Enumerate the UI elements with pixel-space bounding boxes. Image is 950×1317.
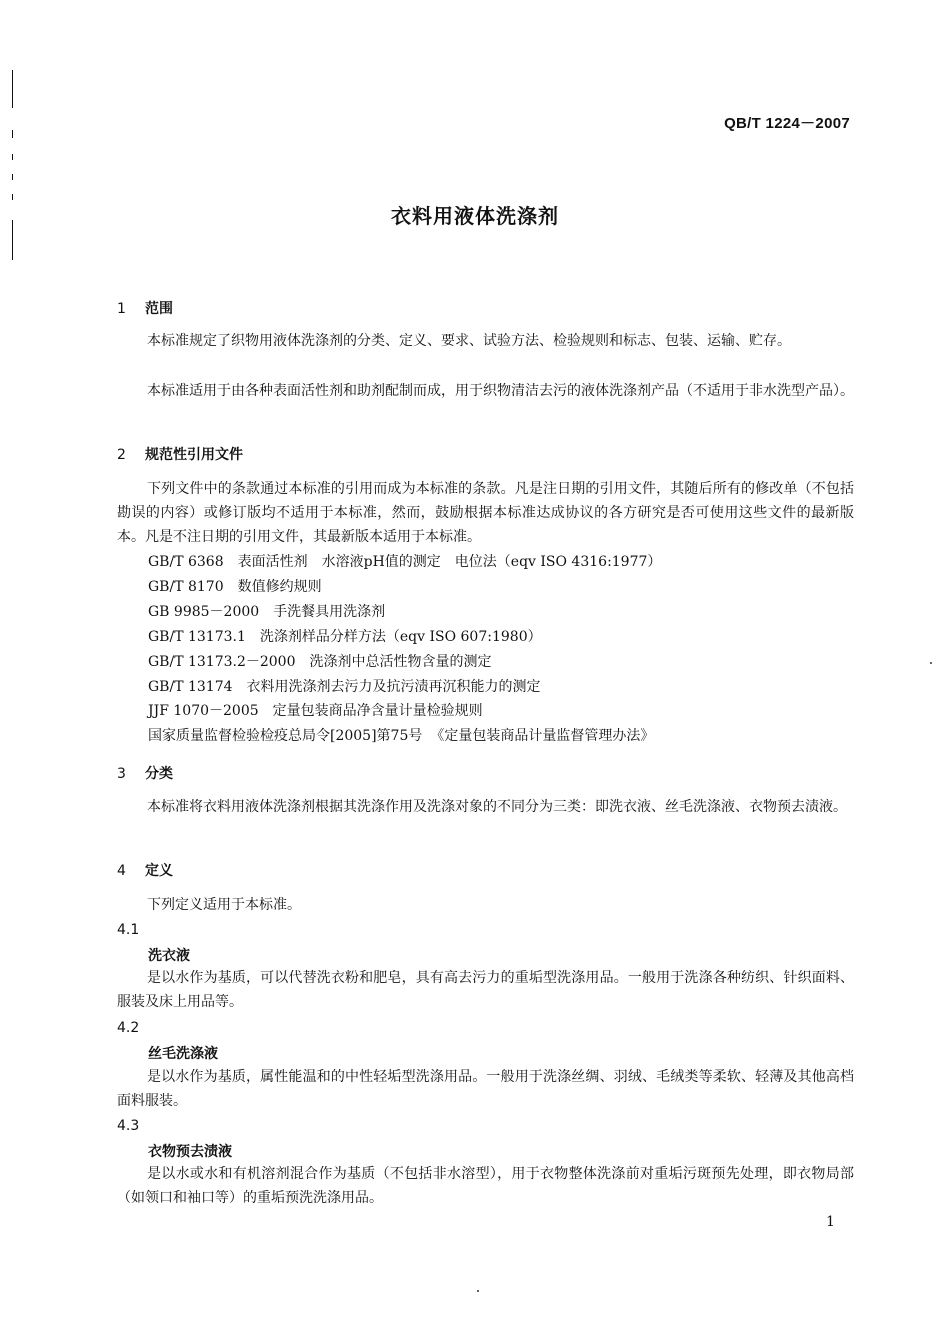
paragraph: 本标准将衣料用液体洗涤剂根据其洗涤作用及洗涤对象的不同分为三类：即洗衣液、丝毛洗涤液、衣物预去渍液。 [147,799,847,815]
reference-item [148,677,541,697]
reference-title: 洗涤剂中总活性物含量的测定 [309,654,492,670]
section-heading-4 [117,860,173,880]
reference-title: 定量包装商品净含量计量检验规则 [272,703,483,719]
reference-title: 《定量包装商品计量监督管理办法》 [430,728,655,744]
scan-speck [477,1290,479,1292]
paragraph: 本标准规定了织物用液体洗涤剂的分类、定义、要求、试验方法、检验规则和标志、包装、运输、贮存。 [147,333,791,349]
reference-code: JJF 1070－2005 [148,703,259,719]
reference-code: GB/T 8170 [148,579,224,595]
section-number: 2 [117,447,126,463]
reference-title: 衣料用洗涤剂去污力及抗污渍再沉积能力的测定 [246,679,541,695]
binding-margin-marks [11,70,14,280]
section-title: 分类 [145,766,173,782]
reference-title: 数值修约规则 [237,579,322,595]
reference-code: GB/T 6368 [148,554,224,570]
section-title: 规范性引用文件 [145,447,243,463]
reference-item [148,577,322,597]
section-heading-1 [117,298,173,318]
definition-term: 衣物预去渍液 [148,1144,232,1160]
reference-code: GB/T 13173.1 [148,629,246,645]
document-title: 衣料用液体洗涤剂 [391,204,559,228]
scan-speck [930,662,932,664]
reference-item [148,701,483,721]
reference-code: 国家质量监督检验检疫总局令[2005]第75号 [148,728,423,744]
definition-number: 4.1 [117,922,140,938]
reference-item [148,652,492,672]
reference-item [148,627,542,647]
page-number: 1 [826,1214,835,1230]
definition-text: 是以水作为基质，可以代替洗衣粉和肥皂，具有高去污力的重垢型洗涤用品。一般用于洗涤各种纺织、针织面料、服装及床上用品等。 [117,970,854,1010]
standard-code: QB/T 1224－2007 [724,115,850,132]
definition-term: 洗衣液 [148,948,190,964]
reference-title: 洗涤剂样品分样方法（eqv ISO 607:1980） [259,629,542,645]
definition-term: 丝毛洗涤液 [148,1046,218,1062]
paragraph: 下列文件中的条款通过本标准的引用而成为本标准的条款。凡是注日期的引用文件，其随后所有的修改单（不包括勘误的内容）或修订版均不适用于本标准，然而，鼓励根据本标准达成协议的各方研究是否可使用这些文件的最新版本。凡是不注日期的引用文件，其最新版本适用于本标准。 [117,481,854,545]
reference-title: 手洗餐具用洗涤剂 [273,604,386,620]
definition-number: 4.2 [117,1020,140,1036]
reference-item [148,726,654,746]
section-heading-3 [117,763,173,783]
definition-number: 4.3 [117,1118,140,1134]
reference-item [148,602,385,622]
section-heading-2 [117,444,243,464]
reference-code: GB 9985－2000 [148,604,260,620]
reference-title: 表面活性剂 水溶液pH值的测定 电位法（eqv ISO 4316:1977） [237,554,662,570]
paragraph: 本标准适用于由各种表面活性剂和助剂配制而成，用于织物清洁去污的液体洗涤剂产品（不适用于非水洗型产品）。 [147,383,854,399]
reference-code: GB/T 13173.2－2000 [148,654,296,670]
section-number: 1 [117,301,126,317]
paragraph: 下列定义适用于本标准。 [147,897,301,913]
definition-text: 是以水或水和有机溶剂混合作为基质（不包括非水溶型），用于衣物整体洗涤前对重垢污斑预先处理，即衣物局部（如领口和袖口等）的重垢预洗洗涤用品。 [117,1166,854,1206]
reference-item [148,552,661,572]
section-title: 范围 [145,301,173,317]
section-title: 定义 [145,863,173,879]
reference-code: GB/T 13174 [148,679,233,695]
definition-text: 是以水作为基质，属性能温和的中性轻垢型洗涤用品。一般用于洗涤丝绸、羽绒、毛绒类等柔软、轻薄及其他高档面料服装。 [117,1069,854,1109]
section-number: 4 [117,863,126,879]
section-number: 3 [117,766,126,782]
